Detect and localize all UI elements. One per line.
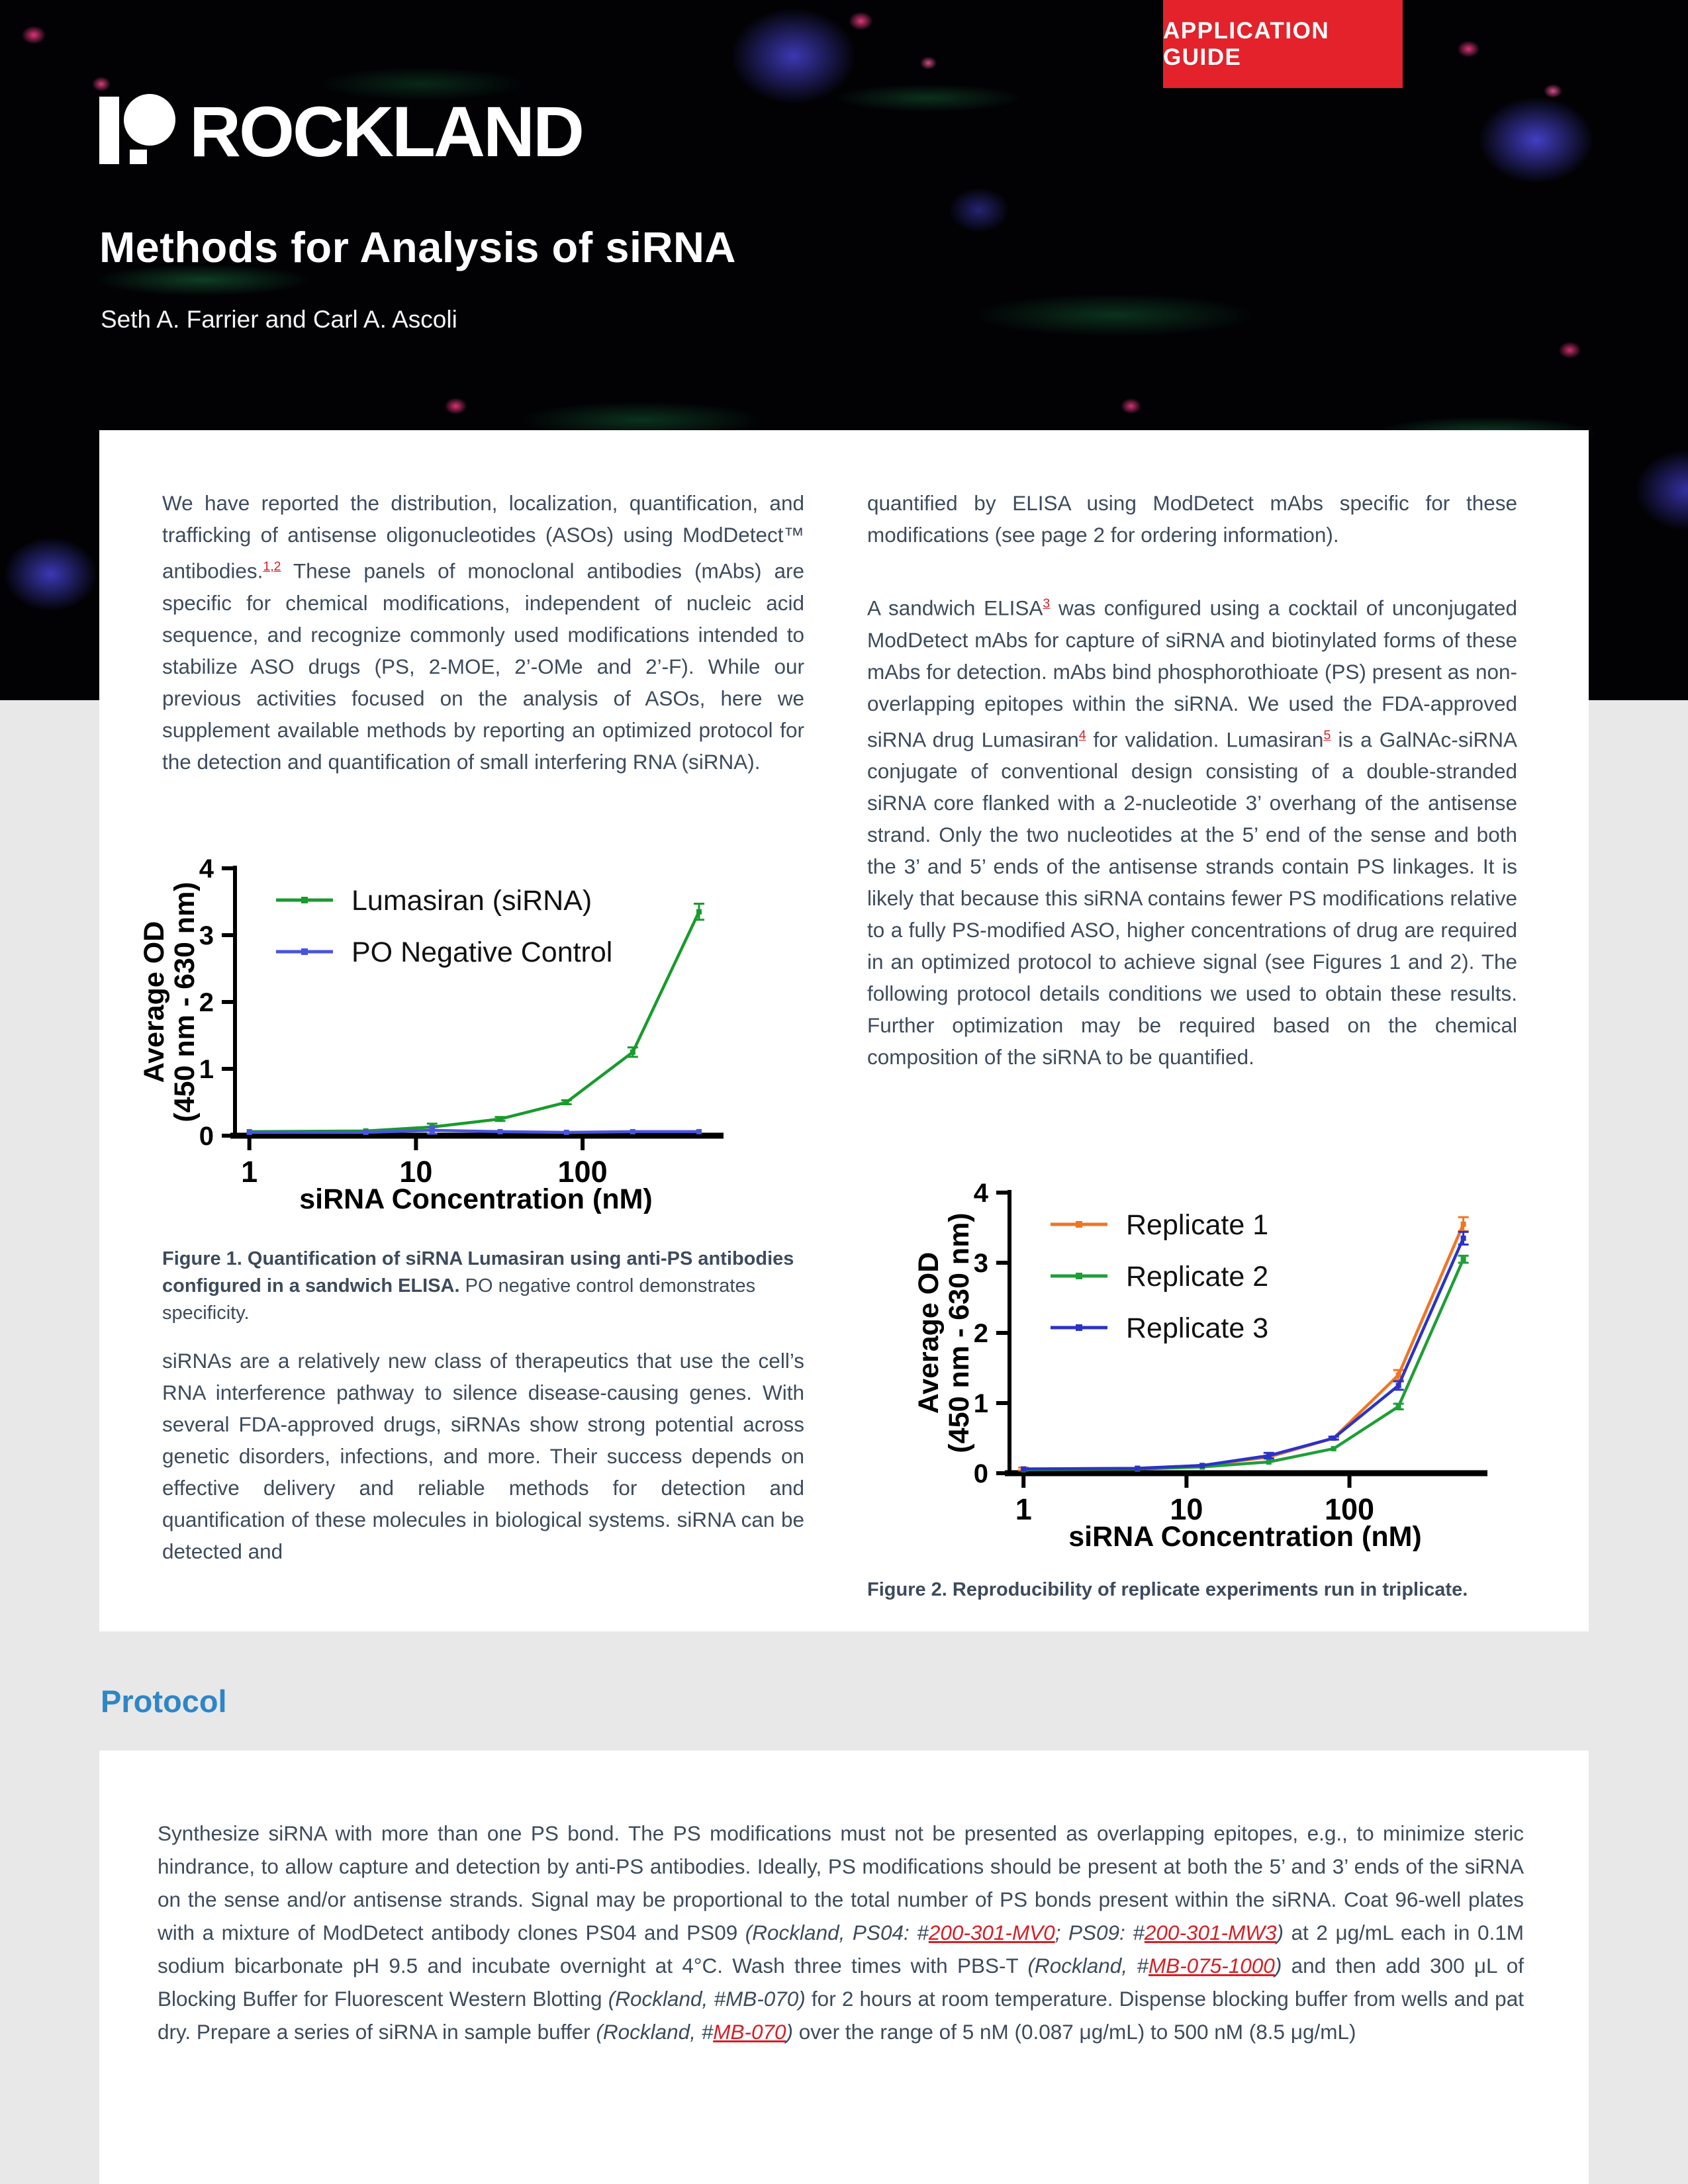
svg-text:(450 nm - 630 nm): (450 nm - 630 nm) xyxy=(943,1212,975,1453)
authors-line: Seth A. Farrier and Carl A. Ascoli xyxy=(101,306,457,333)
text-segment: ) xyxy=(1276,1921,1284,1944)
text-segment: quantified by ELISA using ModDetect mAbs specific for these modifications (see page 2 for ordering information). xyxy=(867,491,1517,547)
text-segment: Synthesize siRNA with more than one PS bond. The PS modifications must not be presented as overlapping epitopes, e.g., to minimize steric hindrance, to allow capture and detection by anti-PS antibodies. Ideally, PS modifications should be present at both the 5’ and 3’ ends of the siRNA on the sense and/or antisense strands. Signal may be proportional to the total number of PS bonds present within the siRNA. Coat 96-well plates with a mixture of ModDetect antibody clones PS04 and PS09 xyxy=(158,1821,1524,1944)
article-card xyxy=(99,430,1589,1631)
text-segment: ) xyxy=(786,2020,794,2044)
svg-text:10: 10 xyxy=(1170,1492,1203,1526)
svg-text:Replicate 2: Replicate 2 xyxy=(1126,1261,1269,1293)
logo-bar-shape xyxy=(99,97,119,164)
catalog-number-link[interactable]: MB-070 xyxy=(713,2020,786,2044)
text-segment: PO negative control demonstrates specificity. xyxy=(162,1275,756,1324)
svg-text:siRNA Concentration (nM): siRNA Concentration (nM) xyxy=(1068,1521,1422,1551)
svg-text:3: 3 xyxy=(199,921,214,950)
svg-text:Average OD: Average OD xyxy=(913,1251,945,1414)
protocol-paragraph xyxy=(158,1817,1524,2048)
page-title: Methods for Analysis of siRNA xyxy=(99,223,736,271)
svg-text:1: 1 xyxy=(199,1055,214,1084)
figure1-chart xyxy=(136,848,731,1214)
rockland-logo-icon xyxy=(99,97,176,164)
logo-wordmark: ROCKLAND xyxy=(189,91,583,171)
svg-text:100: 100 xyxy=(1324,1492,1375,1526)
protocol-card xyxy=(99,1751,1589,2184)
svg-text:4: 4 xyxy=(973,1179,988,1208)
intro-paragraph xyxy=(162,487,804,778)
application-guide-badge: APPLICATION GUIDE xyxy=(1163,0,1403,88)
svg-text:4: 4 xyxy=(199,854,214,884)
text-segment: was configured using a cocktail of unconjugated ModDetect mAbs for capture of siRNA and biotinylated forms of these mAbs for detection. mAbs bind phosphorothioate (PS) present as non-overlapping epitopes within the siRNA. We used the FDA-approved siRNA drug Lumasiran xyxy=(867,596,1517,751)
svg-text:Average OD: Average OD xyxy=(138,921,170,1083)
svg-text:1: 1 xyxy=(973,1389,988,1418)
svg-text:1: 1 xyxy=(1015,1492,1032,1526)
text-segment: Figure 1. Quantification of siRNA Lumasiran using anti-PS antibodies configured in a sandwich ELISA. xyxy=(162,1248,794,1297)
catalog-number-link[interactable]: 200-301-MW3 xyxy=(1144,1921,1277,1944)
svg-text:3: 3 xyxy=(973,1249,988,1278)
svg-text:PO Negative Control: PO Negative Control xyxy=(352,936,613,968)
text-segment: is a GalNAc-siRNA conjugate of conventional design consisting of a double-stranded siRNA core flanked with a 2-nucleotide 3’ overhang of the antisense strand. Only the two nucleotides at the 5’ end of the sense and both the 3’ and 5’ ends of the antisense strands contain PS linkages. It is likely that because this siRNA contains fewer PS modifications relative to a fully PS-modified ASO, higher concentrations of drug are required in an optimized protocol to achieve signal (see Figures 1 and 2). The following protocol details conditions we used to obtain these results. Further optimization may be required based on the chemical composition of the siRNA to be quantified. xyxy=(867,727,1518,1069)
text-segment: ) xyxy=(1274,1954,1282,1978)
sirna-overview-paragraph xyxy=(162,1345,804,1567)
catalog-number-link[interactable]: 200-301-MV0 xyxy=(928,1921,1055,1944)
text-segment: (Rockland, PS04: # xyxy=(745,1921,929,1944)
text-segment: over the range of 5 nM (0.087 μg/mL) to 500 nM (8.5 μg/mL) xyxy=(793,2020,1356,2044)
figure2-chart xyxy=(910,1173,1495,1551)
text-segment: for validation. Lumasiran xyxy=(1086,727,1324,751)
svg-text:0: 0 xyxy=(199,1122,214,1151)
text-segment: (Rockland, # xyxy=(596,2020,714,2044)
reference-link[interactable]: 3 xyxy=(1043,596,1051,611)
svg-text:Replicate 1: Replicate 1 xyxy=(1126,1209,1269,1241)
text-segment: We have reported the distribution, localization, quantification, and trafficking of antisense oligonucleotides (ASOs) using ModDetect™ antibodies. xyxy=(162,491,804,583)
text-segment: Figure 2. Reproducibility of replicate experiments run in triplicate. xyxy=(867,1579,1468,1600)
svg-text:1: 1 xyxy=(241,1155,258,1189)
rockland-logo xyxy=(99,91,583,171)
logo-circle-shape xyxy=(124,94,175,146)
elisa-quantified-paragraph xyxy=(867,487,1517,551)
svg-text:0: 0 xyxy=(973,1459,988,1488)
text-segment: for 2 hours at room temperature. Dispense blocking buffer from wells and pat dry. Prepare a series of siRNA in sample buffer xyxy=(158,1987,1524,2044)
catalog-number-link[interactable]: MB-075-1000 xyxy=(1148,1954,1275,1978)
svg-text:(450 nm - 630 nm): (450 nm - 630 nm) xyxy=(169,882,201,1122)
sandwich-elisa-paragraph xyxy=(867,588,1517,1073)
svg-text:2: 2 xyxy=(199,988,214,1017)
figure2-caption xyxy=(867,1576,1523,1604)
svg-text:2: 2 xyxy=(973,1319,988,1348)
text-segment: These panels of monoclonal antibodies (mAbs) are specific for chemical modifications, independent of nucleic acid sequence, and recognize commonly used modifications intended to stabilize ASO drugs (PS, 2-MOE, 2’-OMe and 2’-F). While our previous activities focused on the analysis of ASOs, here we supplement available methods by reporting an optimized protocol for the detection and quantification of small interfering RNA (siRNA). xyxy=(162,559,804,774)
text-segment: at 2 μg/mL each in 0.1M sodium bicarbonate pH 9.5 and incubate overnight at 4°C. Wash three times with PBS-T xyxy=(158,1921,1524,1978)
text-segment: (Rockland, #MB-070) xyxy=(608,1987,806,2011)
svg-text:Replicate 3: Replicate 3 xyxy=(1126,1312,1269,1344)
text-segment: siRNAs are a relatively new class of therapeutics that use the cell’s RNA interference pathway to silence disease-causing genes. With several FDA-approved drugs, siRNAs show strong potential across genetic disorders, infections, and more. Their success depends on effective delivery and reliable methods for detection and quantification of these molecules in biological systems. siRNA can be detected and xyxy=(162,1349,804,1563)
text-segment: (Rockland, # xyxy=(1027,1954,1149,1978)
figure1-caption xyxy=(162,1246,796,1327)
svg-text:siRNA Concentration (nM): siRNA Concentration (nM) xyxy=(299,1183,653,1214)
svg-text:Lumasiran (siRNA): Lumasiran (siRNA) xyxy=(352,885,592,917)
reference-link[interactable]: 4 xyxy=(1078,727,1086,743)
text-segment: A sandwich ELISA xyxy=(867,596,1043,620)
svg-text:10: 10 xyxy=(399,1155,433,1189)
text-segment: ; PS09: # xyxy=(1055,1921,1145,1944)
logo-stub-shape xyxy=(130,150,147,164)
text-segment: and then add 300 μL of Blocking Buffer for Fluorescent Western Blotting xyxy=(158,1954,1524,2011)
protocol-section-heading: Protocol xyxy=(101,1684,227,1719)
reference-link[interactable]: 5 xyxy=(1323,727,1331,743)
reference-link[interactable]: 1,2 xyxy=(263,559,281,574)
svg-text:100: 100 xyxy=(557,1155,608,1189)
